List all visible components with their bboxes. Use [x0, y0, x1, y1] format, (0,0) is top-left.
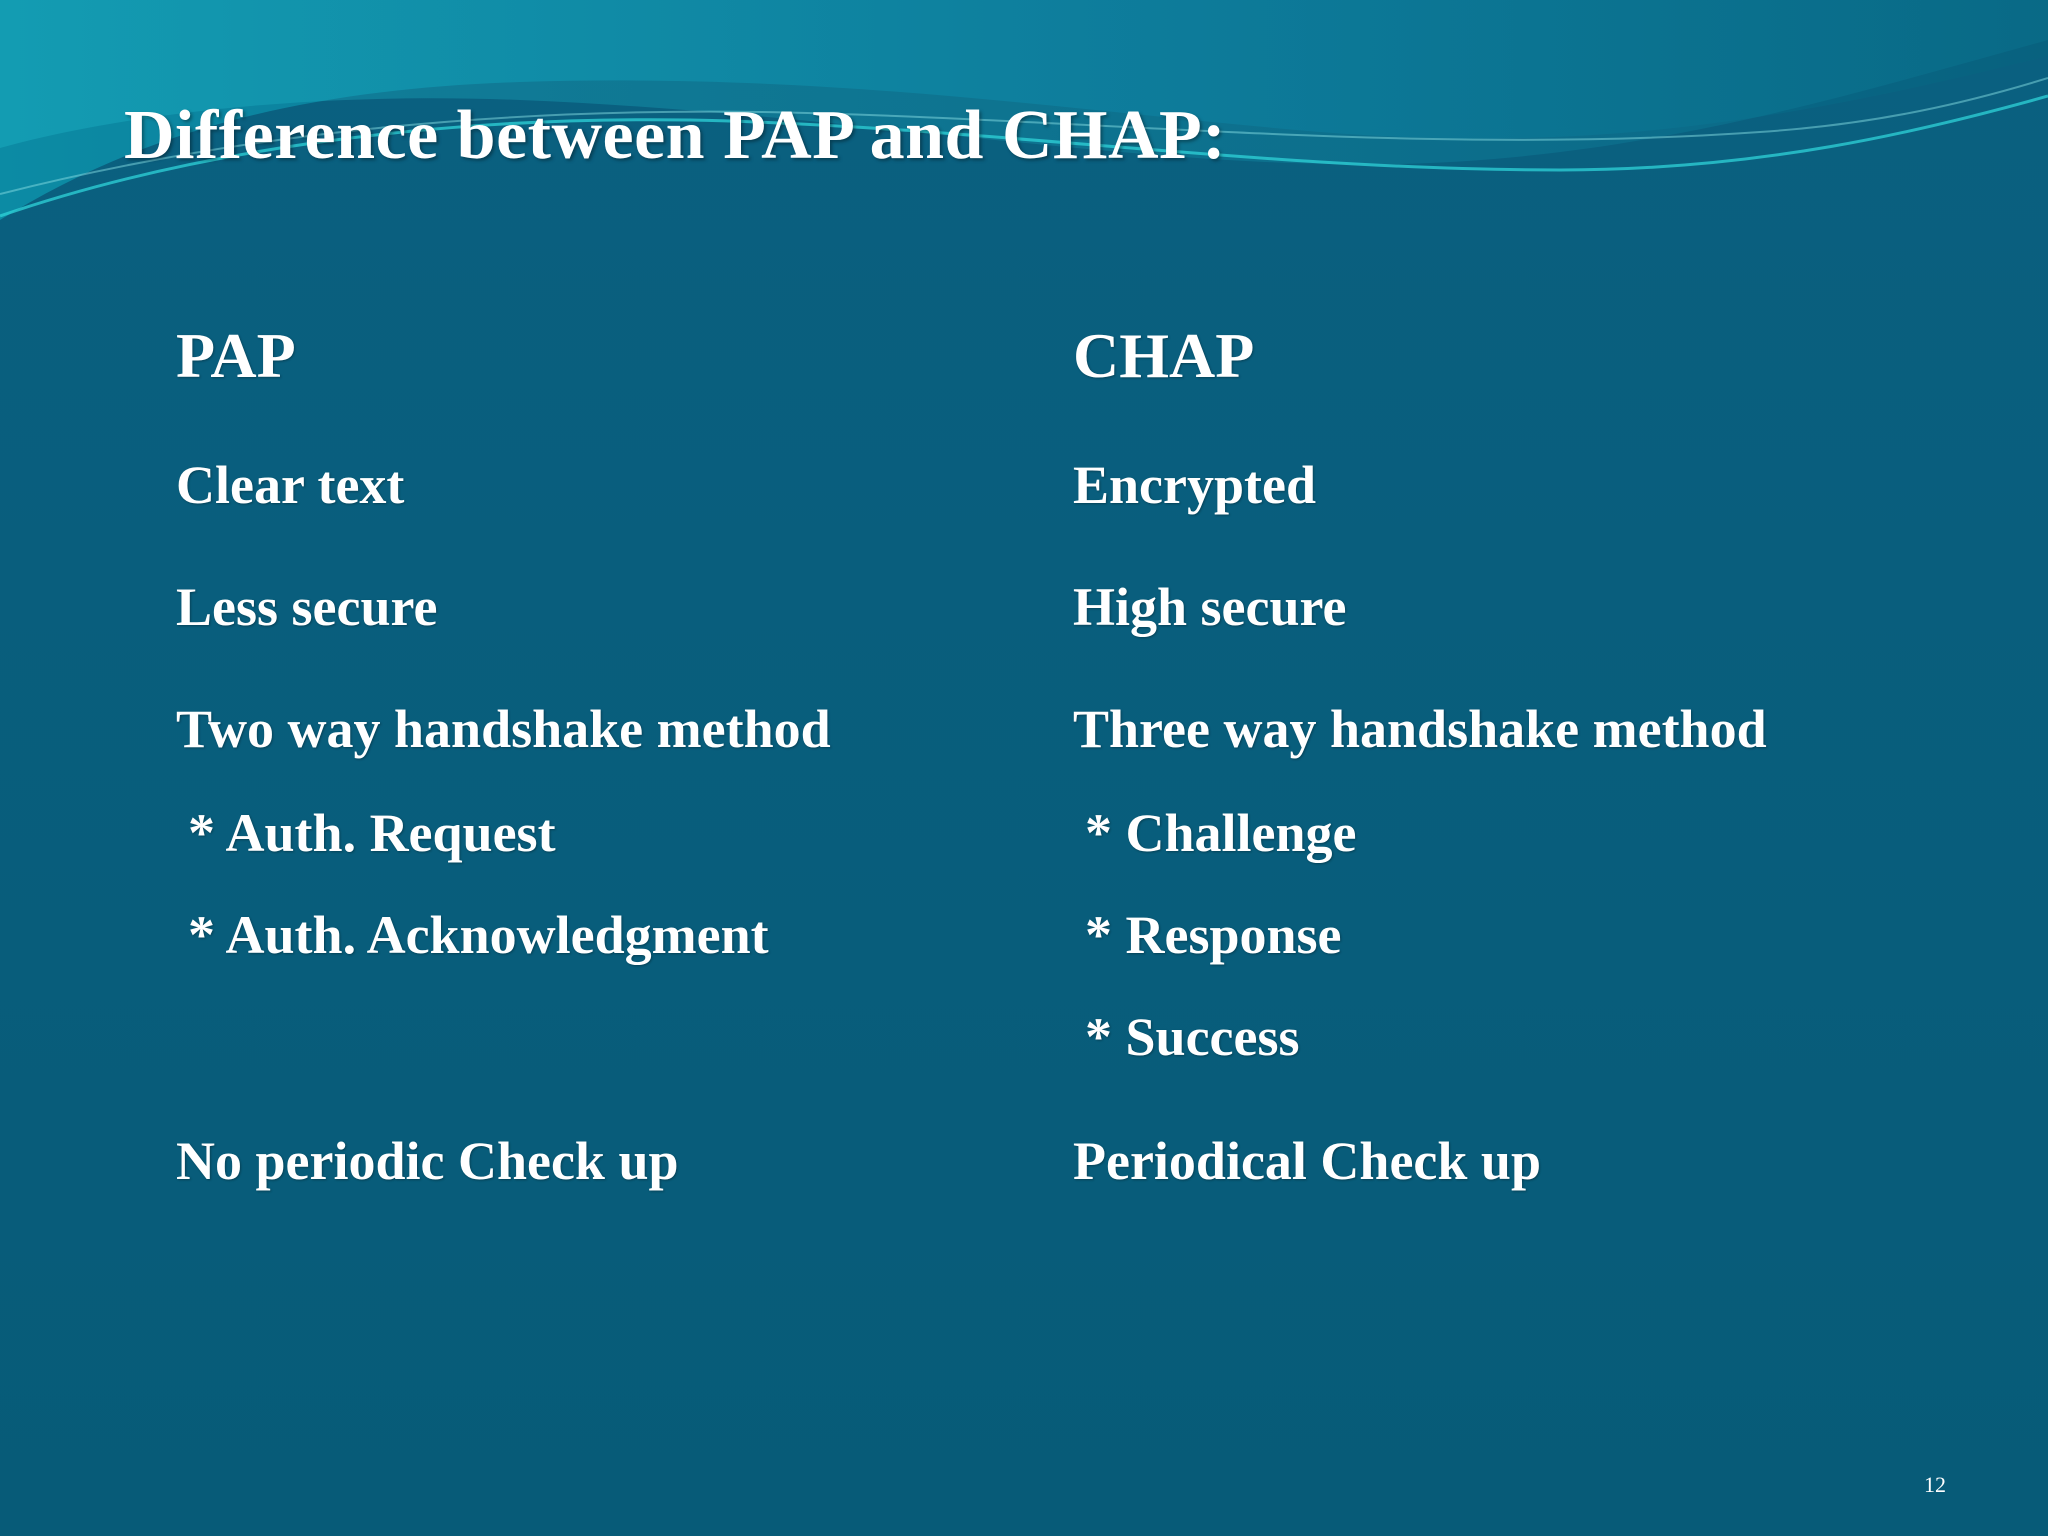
chap-high-secure: High secure	[1073, 577, 1347, 637]
slide-title: Difference between PAP and CHAP:	[124, 97, 1227, 174]
chap-challenge: * Challenge	[1085, 803, 1357, 863]
pap-auth-acknowledgment: * Auth. Acknowledgment	[188, 905, 769, 965]
page-number: 12	[1924, 1472, 1946, 1497]
pap-clear-text: Clear text	[176, 455, 405, 515]
pap-auth-request: * Auth. Request	[188, 803, 556, 863]
chap-periodical-checkup: Periodical Check up	[1073, 1131, 1541, 1191]
pap-two-way-handshake: Two way handshake method	[176, 699, 831, 759]
chap-heading: CHAP	[1073, 320, 1255, 391]
chap-column	[1073, 0, 1933, 1536]
pap-no-periodic-checkup: No periodic Check up	[176, 1131, 679, 1191]
chap-success: * Success	[1085, 1007, 1300, 1067]
chap-three-way-handshake: Three way handshake method	[1073, 699, 1767, 759]
pap-less-secure: Less secure	[176, 577, 438, 637]
chap-response: * Response	[1085, 905, 1342, 965]
pap-column	[176, 0, 1036, 1536]
chap-encrypted: Encrypted	[1073, 455, 1316, 515]
pap-heading: PAP	[176, 320, 296, 391]
